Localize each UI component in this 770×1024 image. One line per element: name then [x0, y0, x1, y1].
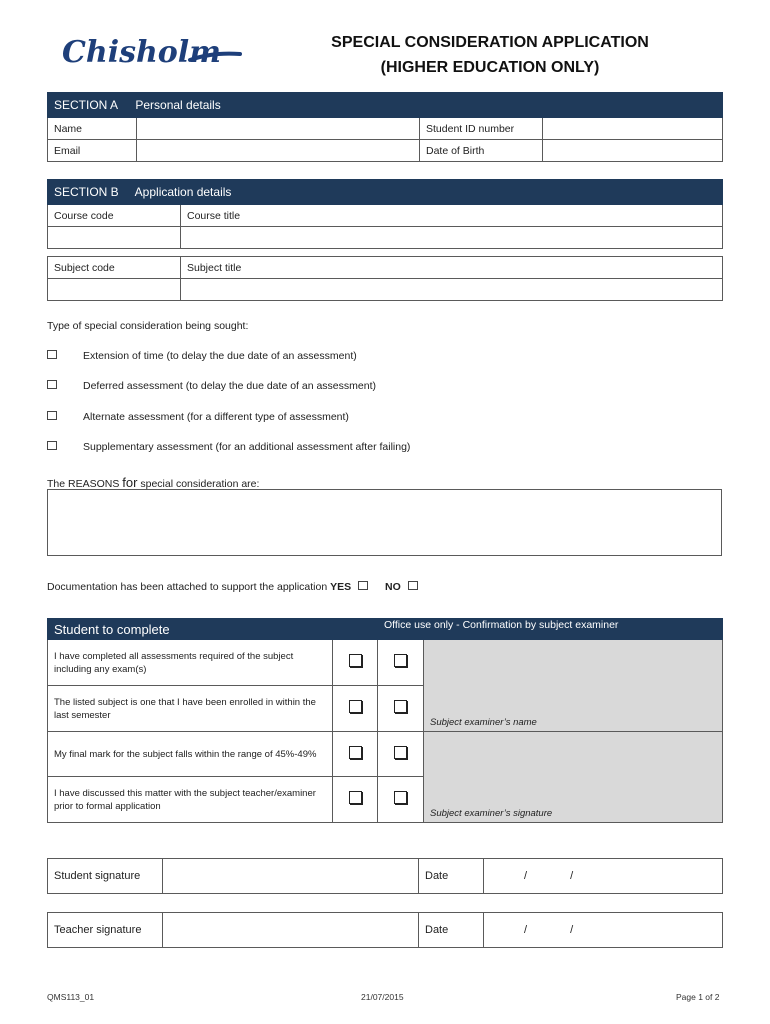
checkbox[interactable]: [47, 350, 57, 359]
student-id-field[interactable]: [543, 118, 723, 140]
subject-table: [47, 256, 723, 301]
email-field[interactable]: [137, 140, 420, 162]
footer-page: Page 1 of 2: [676, 992, 720, 1002]
option-label: Supplementary assessment (for an additional assessment after failing): [83, 441, 411, 453]
student-table-header: [48, 619, 723, 640]
name-field[interactable]: [137, 118, 420, 140]
examiner-checkbox[interactable]: [394, 746, 407, 759]
student-checkbox[interactable]: [349, 791, 362, 804]
table-row: [48, 732, 723, 777]
documentation-line: [47, 581, 418, 593]
student-id-label: Student ID number: [420, 118, 543, 140]
examiner-checkbox[interactable]: [394, 654, 407, 667]
option-extension[interactable]: [47, 350, 357, 362]
option-supplementary[interactable]: [47, 441, 411, 453]
reasons-label: [47, 475, 259, 490]
statement-text: My final mark for the subject falls within the range of 45%-49%: [48, 732, 333, 777]
section-b-key: SECTION B: [54, 185, 119, 199]
examiner-checkbox[interactable]: [394, 700, 407, 713]
section-b-header: [48, 180, 723, 205]
examiner-signature-label: Subject examiner’s signature: [430, 808, 553, 819]
statement-text: I have completed all assessments required of the subject including any exam(s): [48, 640, 333, 686]
section-a-header: [48, 93, 723, 118]
teacher-date-field[interactable]: [484, 913, 723, 948]
section-b-label: Application details: [134, 185, 232, 199]
student-signature-table: [47, 858, 723, 894]
option-label: Extension of time (to delay the due date of an assessment): [83, 350, 357, 362]
email-label: Email: [48, 140, 137, 162]
dob-field[interactable]: [543, 140, 723, 162]
documentation-text: Documentation has been attached to support the application: [47, 581, 328, 593]
section-b-table: [47, 179, 723, 249]
student-checkbox[interactable]: [349, 746, 362, 759]
date-sep: /: [570, 870, 574, 882]
form-title: [300, 30, 680, 80]
date-sep: /: [524, 924, 528, 936]
student-complete-table: [47, 618, 723, 823]
course-code-label: Course code: [48, 205, 181, 227]
course-code-field[interactable]: [48, 227, 181, 249]
teacher-signature-field[interactable]: [163, 913, 419, 948]
reasons-for: for: [122, 475, 138, 490]
name-label: Name: [48, 118, 137, 140]
course-title-label: Course title: [181, 205, 723, 227]
student-signature-field[interactable]: [163, 859, 419, 894]
student-signature-label: Student signature: [48, 859, 163, 894]
student-complete-header: Student to complete: [48, 619, 378, 640]
reasons-prefix: The REASONS: [47, 478, 123, 490]
footer-code: QMS113_01: [47, 992, 95, 1002]
student-checkbox[interactable]: [349, 700, 362, 713]
yes-checkbox[interactable]: [358, 581, 368, 590]
student-date-field[interactable]: [484, 859, 723, 894]
checkbox[interactable]: [47, 441, 57, 450]
teacher-signature-label: Teacher signature: [48, 913, 163, 948]
option-label: Deferred assessment (to delay the due date of an assessment): [83, 380, 376, 392]
date-sep: /: [524, 870, 528, 882]
checkbox[interactable]: [47, 411, 57, 420]
title-line-1: SPECIAL CONSIDERATION APPLICATION: [331, 34, 649, 51]
no-checkbox[interactable]: [408, 581, 418, 590]
subject-title-label: Subject title: [181, 257, 723, 279]
subject-code-label: Subject code: [48, 257, 181, 279]
logo-text: Chisholm: [62, 35, 221, 70]
course-title-field[interactable]: [181, 227, 723, 249]
yes-label: YES: [330, 581, 352, 593]
subject-code-field[interactable]: [48, 279, 181, 301]
date-sep: /: [570, 924, 574, 936]
title-line-2: (HIGHER EDUCATION ONLY): [380, 59, 600, 76]
checkbox[interactable]: [47, 380, 57, 389]
teacher-signature-table: [47, 912, 723, 948]
date-label: Date: [419, 859, 484, 894]
examiner-checkbox[interactable]: [394, 791, 407, 804]
statement-text: I have discussed this matter with the subject teacher/examiner prior to formal application: [48, 777, 333, 823]
chisholm-logo: [62, 34, 242, 79]
section-a-table: [47, 92, 723, 162]
option-deferred[interactable]: [47, 380, 376, 392]
option-label: Alternate assessment (for a different type of assessment): [83, 411, 349, 423]
examiner-name-label: Subject examiner’s name: [430, 717, 537, 728]
section-a-label: Personal details: [135, 98, 221, 112]
student-checkbox[interactable]: [349, 654, 362, 667]
consideration-prompt: Type of special consideration being sought:: [47, 320, 249, 332]
reasons-suffix: special consideration are:: [137, 478, 260, 490]
office-use-header: Office use only - Confirmation by subject examiner: [378, 619, 723, 640]
section-a-key: SECTION A: [54, 98, 119, 112]
dob-label: Date of Birth: [420, 140, 543, 162]
option-alternate[interactable]: [47, 411, 349, 423]
no-label: NO: [384, 581, 401, 593]
subject-title-field[interactable]: [181, 279, 723, 301]
statement-text: The listed subject is one that I have been enrolled in within the last semester: [48, 686, 333, 732]
date-label: Date: [419, 913, 484, 948]
table-row: [48, 640, 723, 686]
reasons-textbox[interactable]: [47, 489, 722, 556]
footer-date: 21/07/2015: [361, 992, 404, 1002]
